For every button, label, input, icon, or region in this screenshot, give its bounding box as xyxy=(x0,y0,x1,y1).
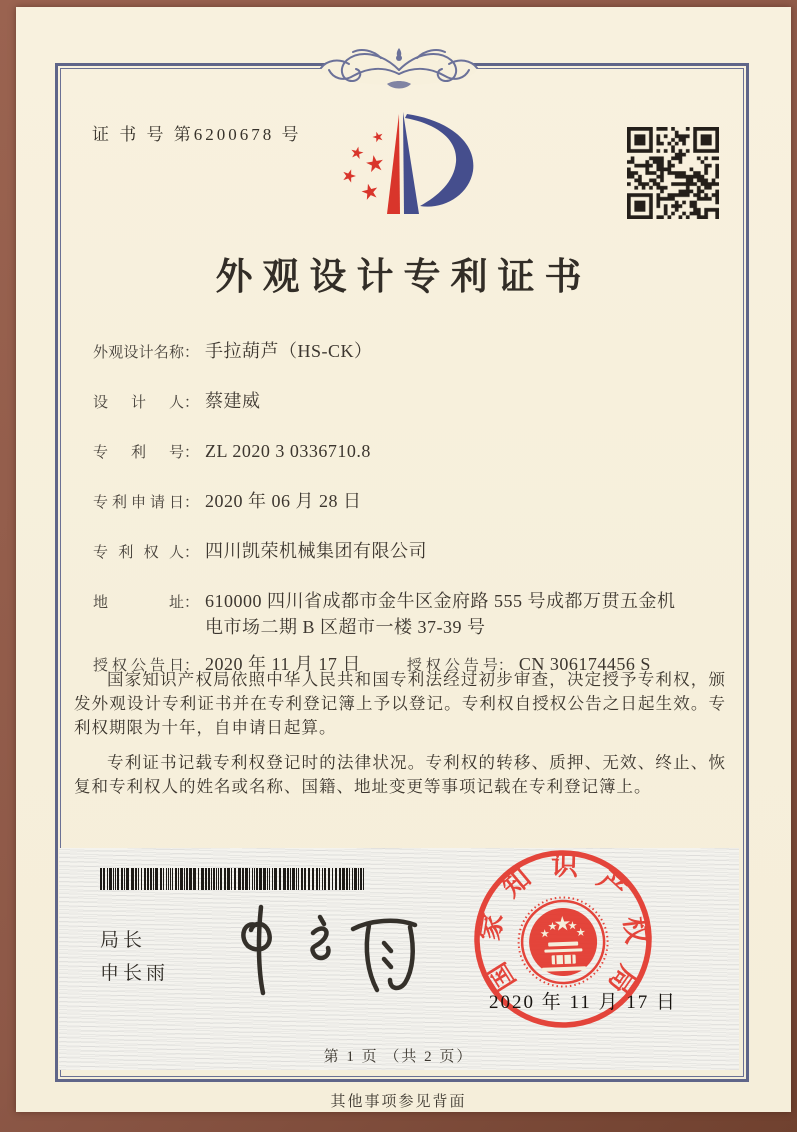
field-label: 专利权人 xyxy=(93,545,184,561)
commissioner-title: 局长 xyxy=(100,930,147,951)
page-number: 第 1 页 （共 2 页） xyxy=(323,1049,474,1065)
field-value: 2020 年 11 月 17 日 xyxy=(205,654,361,674)
commissioner-name: 申长雨 xyxy=(100,963,170,984)
field-colon: ： xyxy=(184,545,200,561)
legal-paragraph-2: 专利证书记载专利权登记时的法律状况。专利权的转移、质押、无效、终止、恢复和专利权人的姓名或名称、国籍、地址变更等事项记载在专利登记簿上。 xyxy=(74,753,726,796)
commissioner-signature-icon xyxy=(218,895,433,1000)
barcode xyxy=(100,868,368,890)
cnipa-logo-icon xyxy=(330,96,475,234)
qr-code xyxy=(627,127,719,219)
field-row-filing-date xyxy=(93,488,711,516)
seal-date: 2020 年 11 月 17 日 xyxy=(489,992,678,1013)
field-colon: ： xyxy=(184,495,200,511)
back-side-note: 其他事项参见背面 xyxy=(330,1094,467,1110)
field-value: CN 306174456 S xyxy=(518,654,651,674)
field-colon: ： xyxy=(497,658,513,674)
field-label: 专利号 xyxy=(93,445,184,461)
field-colon: ： xyxy=(184,395,200,411)
field-label: 专利申请日 xyxy=(93,495,184,511)
field-value: ZL 2020 3 0336710.8 xyxy=(205,441,371,461)
field-value xyxy=(205,588,676,640)
field-value: 手拉葫芦（HS-CK） xyxy=(205,341,373,361)
field-label: 设计人 xyxy=(93,395,184,411)
legal-text xyxy=(74,668,726,810)
field-row-designer xyxy=(93,388,711,416)
field-label: 授权公告号 xyxy=(406,658,498,674)
seal-text: 国家知识产权局 xyxy=(474,850,652,1000)
field-list xyxy=(93,338,711,701)
field-row-patent-number xyxy=(93,438,711,466)
field-value: 2020 年 06 月 28 日 xyxy=(205,491,362,511)
field-colon: ： xyxy=(184,445,200,461)
field-row-patentee xyxy=(93,538,711,566)
address-line-2: 电市场二期 B 区超市一楼 37-39 号 xyxy=(205,617,486,637)
address-line-1: 610000 四川省成都市金牛区金府路 555 号成都万贯五金机 xyxy=(205,591,676,611)
field-row-address xyxy=(93,588,711,640)
field-colon: ： xyxy=(184,345,200,361)
field-label: 授权公告日 xyxy=(93,658,184,674)
border-flourish-icon xyxy=(299,44,499,102)
certificate-title: 外观设计专利证书 xyxy=(215,257,592,298)
field-colon: ： xyxy=(184,658,200,674)
field-row-design-name xyxy=(93,338,711,366)
certificate-number: 证 书 号 第6200678 号 xyxy=(92,125,302,144)
field-label: 地址 xyxy=(93,595,184,611)
field-colon: ： xyxy=(184,595,200,611)
legal-paragraph-1: 国家知识产权局依照中华人民共和国专利法经过初步审查，决定授予专利权，颁发外观设计专利证书并在专利登记簿上予以登记。专利权自授权公告之日起生效。专利权期限为十年，自申请日起算。 xyxy=(74,670,726,737)
national-emblem-icon xyxy=(517,896,609,988)
field-value: 四川凯荣机械集团有限公司 xyxy=(205,541,428,561)
field-value: 蔡建威 xyxy=(205,391,261,411)
field-label: 外观设计名称 xyxy=(93,345,184,361)
